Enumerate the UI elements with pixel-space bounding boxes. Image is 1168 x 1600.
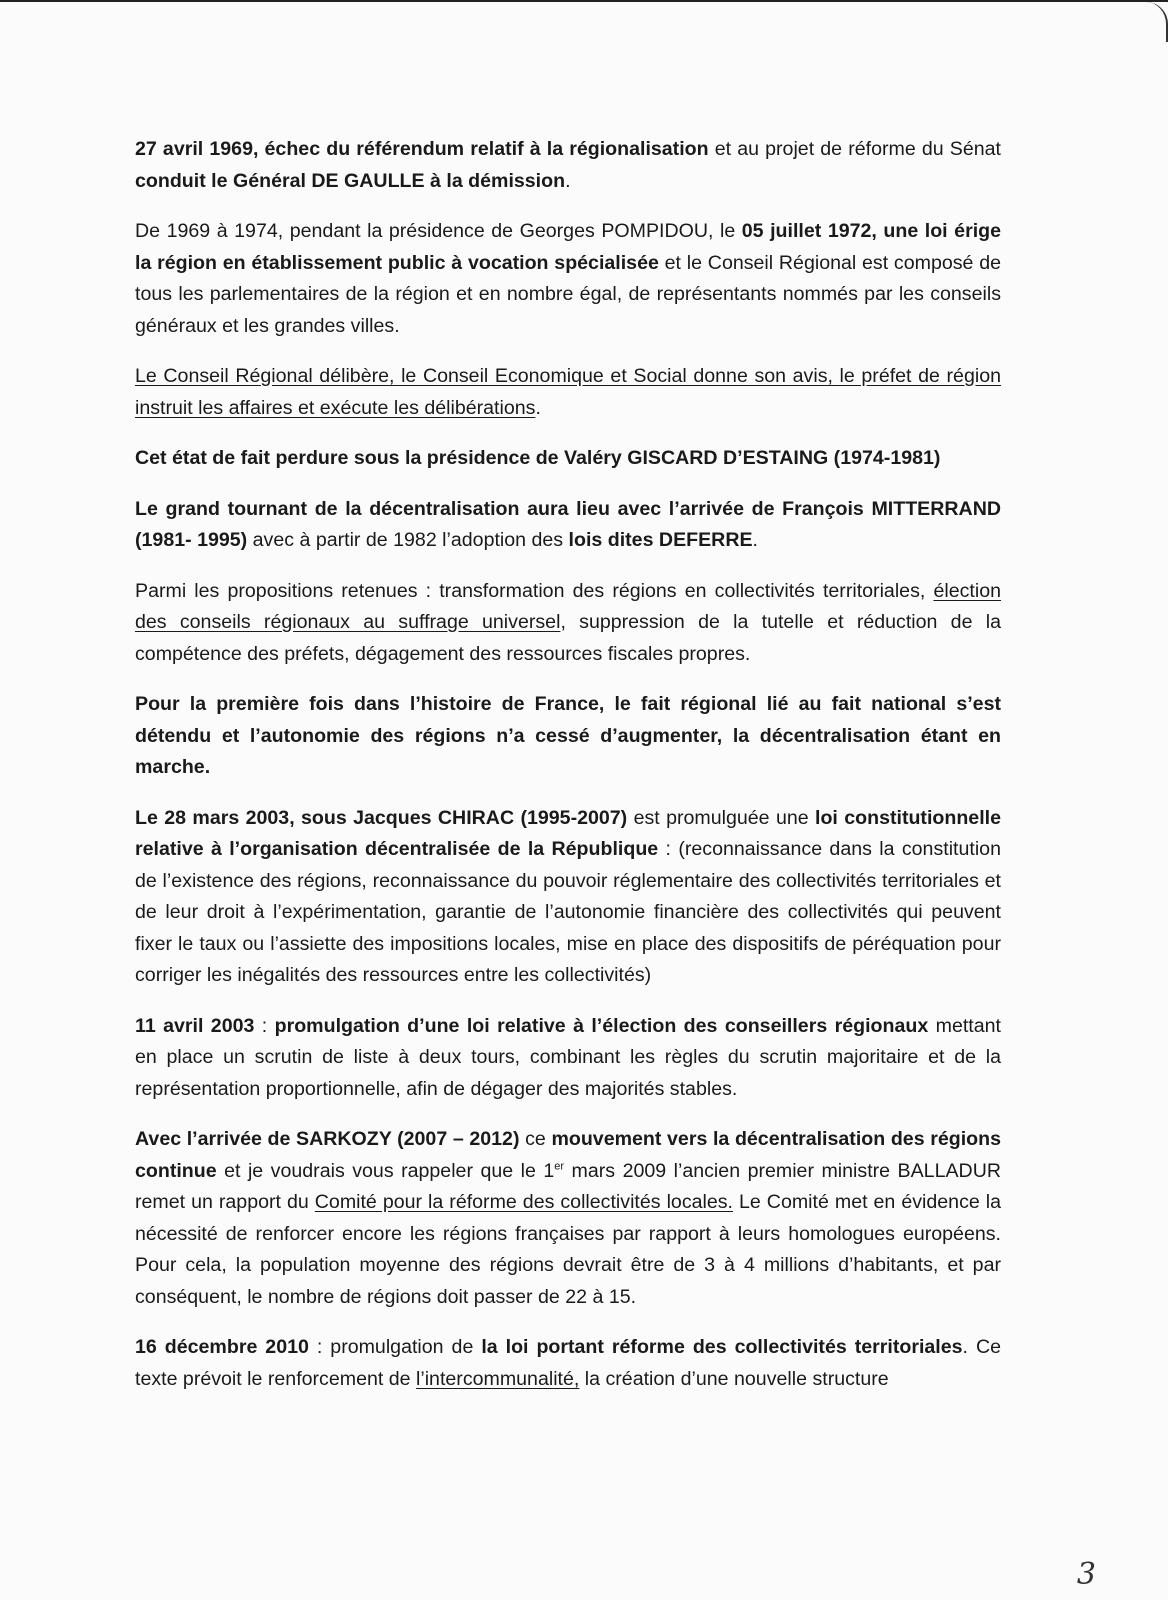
paragraph-5 <box>135 494 1001 557</box>
text-segment: Le grand tournant de la décentralisation aura lieu avec l’arrivée de François MITTERRAND (1981- 1995) <box>135 497 1001 551</box>
paragraph-3 <box>135 361 1001 424</box>
page-corner-curl <box>1144 2 1168 42</box>
text-segment: Parmi les propositions retenues : transformation des régions en collectivités territoriales, <box>135 579 934 602</box>
paragraph-10 <box>135 1124 1001 1313</box>
text-segment: . <box>565 169 571 192</box>
text-segment: lois dites DEFERRE <box>568 529 753 551</box>
text-segment: : (reconnaissance dans la constitution de l’existence des régions, reconnaissance du pouvoir réglementaire des collectivités territoriales et de leur droit à l’expérimentation, garantie de l’autonomie financière des collectivités qui peuvent fixer le taux ou l’assiette des impositions locales, mise en place des dispositifs de péréquation pour corriger les inégalités des ressources entre les collectivités) <box>135 838 1001 986</box>
text-segment: loi constitutionnelle relative à l’organisation décentralisée de la République <box>135 806 1001 860</box>
text-segment: . <box>535 396 541 419</box>
paragraph-11 <box>135 1332 1001 1395</box>
text-segment: De 1969 à 1974, pendant la présidence de Georges POMPIDOU, le <box>135 220 742 242</box>
text-segment: est promulguée une <box>627 806 816 829</box>
text-segment: mars 2009 l’ancien premier ministre BALLADUR remet un rapport du <box>135 1159 1001 1213</box>
text-segment: 16 décembre 2010 <box>135 1336 309 1358</box>
text-segment: Pour la première fois dans l’histoire de France, le fait régional lié au fait national s’est détendu et l’autonomie des régions n’a cessé d’augmenter, la décentralisation étant en marche. <box>135 693 1001 778</box>
text-segment: Comité pour la réforme des collectivités locales. <box>314 1191 734 1213</box>
text-segment: la création d’une nouvelle structure <box>579 1367 889 1390</box>
text-segment: et je voudrais vous rappeler que le 1 <box>216 1159 555 1182</box>
text-segment: conduit le Général DE GAULLE à la démission <box>135 169 566 192</box>
text-segment: Cet état de fait perdure sous la présidence de Valéry GISCARD D’ESTAING (1974-1981) <box>135 447 941 469</box>
text-segment: 11 avril 2003 <box>135 1014 255 1037</box>
text-segment: la loi portant réforme des collectivités territoriales <box>481 1336 963 1358</box>
text-segment: , suppression de la tutelle et réduction de la compétence des préfets, dégagement des ressources fiscales propres. <box>135 611 1001 665</box>
text-segment: l’intercommunalité, <box>416 1367 580 1390</box>
text-segment: ce <box>519 1128 552 1150</box>
paragraph-8 <box>135 803 1001 992</box>
text-segment: et le Conseil Régional est composé de tous les parlementaires de la région et en nombre égal, de représentants nommés par les conseils généraux et les grandes villes. <box>135 251 1001 337</box>
text-segment: 05 juillet 1972, une loi érige la région en établissement public à vocation spécialisée <box>135 220 1002 274</box>
paragraph-4 <box>135 443 1001 475</box>
text-segment: avec à partir de 1982 l’adoption des <box>247 529 569 551</box>
paragraph-7 <box>135 689 1001 784</box>
text-segment: 27 avril 1969, échec du référendum relatif à la régionalisation <box>135 138 709 160</box>
paragraph-1 <box>135 134 1001 197</box>
text-segment: Avec l’arrivée de SARKOZY (2007 – 2012) <box>135 1128 520 1150</box>
text-segment: Le 28 mars 2003, sous Jacques CHIRAC (1995-2007) <box>135 806 628 829</box>
paragraph-6 <box>135 576 1001 671</box>
paragraph-2 <box>135 216 1001 342</box>
text-segment: Le Conseil Régional délibère, le Conseil Economique et Social donne son avis, le préfet de région instruit les affaires et exécute les délibérations <box>135 365 1001 419</box>
text-segment: mouvement vers la décentralisation des régions continue <box>135 1128 1001 1182</box>
page-number: 3 <box>1076 1557 1096 1592</box>
text-segment: promulgation d’une loi relative à l’élection des conseillers régionaux <box>274 1014 929 1037</box>
document-body <box>135 134 1001 1414</box>
text-segment: . <box>752 529 758 551</box>
text-segment: Le Comité met en évidence la nécessité de renforcer encore les régions françaises par rapport à leurs homologues européens. Pour cela, la population moyenne des régions devrait être de 3 à 4 millions d’habitants, et par conséquent, le nombre de régions doit passer de 22 à 15. <box>135 1191 1002 1308</box>
text-segment: : <box>254 1014 275 1037</box>
text-segment: . Ce texte prévoit le renforcement de <box>135 1336 1001 1390</box>
text-segment: mettant en place un scrutin de liste à deux tours, combinant les règles du scrutin majoritaire et de la représentation proportionnelle, afin de dégager des majorités stables. <box>135 1014 1001 1100</box>
text-segment: et au projet de réforme du Sénat <box>708 138 1001 160</box>
text-segment: er <box>554 1159 565 1172</box>
text-segment: : promulgation de <box>308 1336 482 1358</box>
paragraph-9 <box>135 1011 1001 1106</box>
text-segment: élection des conseils régionaux au suffrage universel <box>135 579 1001 633</box>
